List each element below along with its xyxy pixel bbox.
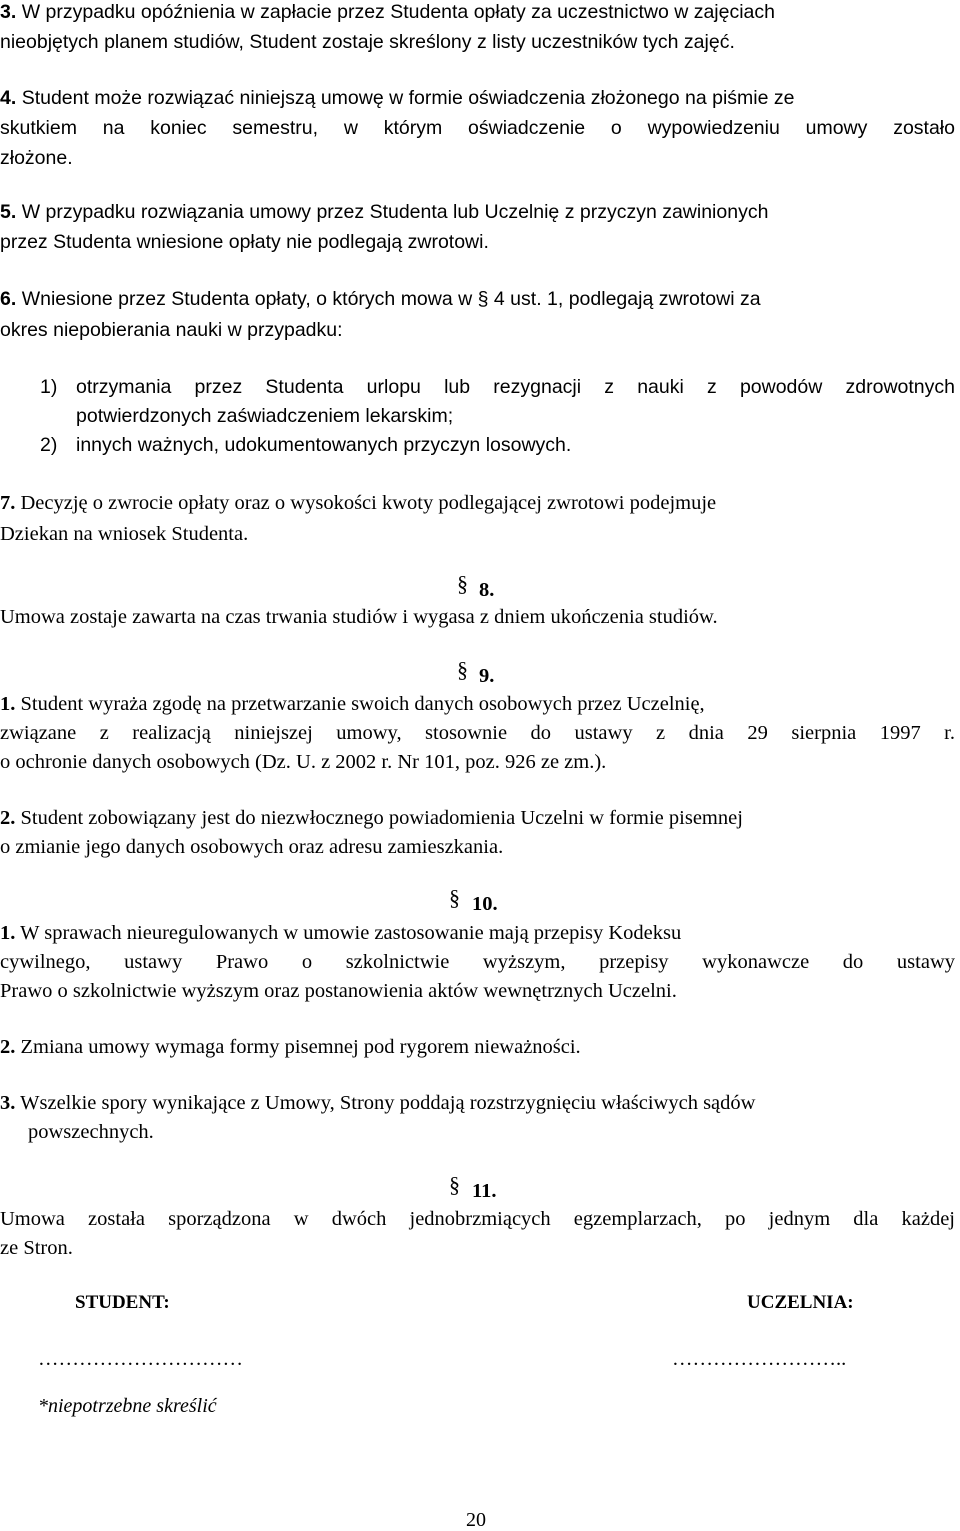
paragraph-4-line-1: 4. Student może rozwiązać niniejszą umowę w formie oświadczenia złożonego na piśmie ze <box>0 87 795 109</box>
paragraph-number: 3. <box>0 1 17 23</box>
paragraph-number: 2. <box>0 807 16 829</box>
section-11-line-1: Umowa została sporządzona w dwóch jednobrzmiących egzemplarzach, po jednym dla każdej <box>0 1208 955 1230</box>
section-9-point-1-line-2: związane z realizacją niniejszej umowy, stosownie do ustawy z dnia 29 sierpnia 1997 r. <box>0 722 955 744</box>
paragraph-number: 2. <box>0 1036 16 1058</box>
section-heading-8: 8. <box>479 579 495 601</box>
section-10-point-1-line-1: 1. W sprawach nieuregulowanych w umowie zastosowanie mają przepisy Kodeksu <box>0 922 682 944</box>
paragraph-3-line-1: 3. W przypadku opóźnienia w zapłacie przez Studenta opłaty za uczestnictwo w zajęciach <box>0 1 775 23</box>
paragraph-number: 3. <box>0 1092 16 1114</box>
section-heading-11: 11. <box>472 1180 497 1202</box>
section-10-point-1-line-2: cywilnego, ustawy Prawo o szkolnictwie wyższym, przepisy wykonawcze do ustawy <box>0 951 955 973</box>
signature-line-student: ………………………… <box>38 1348 243 1370</box>
section-sign-icon: § <box>449 1172 460 1197</box>
section-10-point-2-line-1: 2. Zmiana umowy wymaga formy pisemnej pod rygorem nieważności. <box>0 1036 581 1058</box>
paragraph-number: 5. <box>0 201 17 223</box>
paragraph-5-line-2: przez Studenta wniesione opłaty nie podlegają zwrotowi. <box>0 231 489 253</box>
paragraph-number: 6. <box>0 288 17 310</box>
paragraph-7-line-2: Dziekan na wniosek Studenta. <box>0 523 249 545</box>
signature-line-uczelnia: …………………….. <box>672 1348 847 1370</box>
list-item-number: 1) <box>40 376 58 398</box>
paragraph-number: 4. <box>0 87 17 109</box>
section-10-point-3-line-2: powszechnych. <box>28 1121 154 1143</box>
paragraph-5-line-1: 5. W przypadku rozwiązania umowy przez Studenta lub Uczelnię z przyczyn zawinionych <box>0 201 769 223</box>
list-item-number: 2) <box>40 434 58 456</box>
list-item-1-line-1: otrzymania przez Studenta urlopu lub rezygnacji z nauki z powodów zdrowotnych <box>76 376 955 398</box>
paragraph-number: 1. <box>0 693 16 715</box>
paragraph-number: 7. <box>0 492 16 514</box>
section-sign-icon: § <box>477 288 489 310</box>
section-sign-icon: § <box>457 657 468 682</box>
paragraph-7-line-1: 7. Decyzję o zwrocie opłaty oraz o wysokości kwoty podlegającej zwrotowi podejmuje <box>0 492 717 514</box>
section-heading-9: 9. <box>479 665 495 687</box>
section-11-line-2: ze Stron. <box>0 1237 73 1259</box>
section-sign-icon: § <box>457 571 468 596</box>
page-number: 20 <box>466 1509 486 1531</box>
section-10-point-3-line-1: 3. Wszelkie spory wynikające z Umowy, Strony poddają rozstrzygnięciu właściwych sądów <box>0 1092 756 1114</box>
section-9-point-1-line-1: 1. Student wyraża zgodę na przetwarzanie swoich danych osobowych przez Uczelnię, <box>0 693 705 715</box>
section-9-point-2-line-2: o zmianie jego danych osobowych oraz adresu zamieszkania. <box>0 836 504 858</box>
list-item-2-line-1: innych ważnych, udokumentowanych przyczyn losowych. <box>76 434 572 456</box>
section-8-line-1: Umowa zostaje zawarta na czas trwania studiów i wygasa z dniem ukończenia studiów. <box>0 606 718 628</box>
footnote: *niepotrzebne skreślić <box>38 1395 217 1417</box>
section-heading-10: 10. <box>472 893 498 915</box>
signature-label-student: STUDENT: <box>75 1292 170 1313</box>
paragraph-number: 1. <box>0 922 16 944</box>
paragraph-3-line-2: nieobjętych planem studiów, Student zostaje skreślony z listy uczestników tych zajęć. <box>0 31 735 53</box>
paragraph-6-line-1: 6. Wniesione przez Studenta opłaty, o których mowa w § 4 ust. 1, podlegają zwrotowi za <box>0 288 761 310</box>
section-sign-icon: § <box>449 885 460 910</box>
list-item-1-line-2: potwierdzonych zaświadczeniem lekarskim; <box>76 405 454 427</box>
paragraph-4-line-3: złożone. <box>0 147 73 169</box>
section-9-point-2-line-1: 2. Student zobowiązany jest do niezwłocznego powiadomienia Uczelni w formie pisemnej <box>0 807 743 829</box>
section-10-point-1-line-3: Prawo o szkolnictwie wyższym oraz postanowienia aktów wewnętrznych Uczelni. <box>0 980 677 1002</box>
paragraph-4-line-2: skutkiem na koniec semestru, w którym oświadczenie o wypowiedzeniu umowy zostało <box>0 117 955 139</box>
signature-label-uczelnia: UCZELNIA: <box>747 1292 854 1313</box>
section-9-point-1-line-3: o ochronie danych osobowych (Dz. U. z 2002 r. Nr 101, poz. 926 ze zm.). <box>0 751 607 773</box>
paragraph-6-line-2: okres niepobierania nauki w przypadku: <box>0 319 343 341</box>
